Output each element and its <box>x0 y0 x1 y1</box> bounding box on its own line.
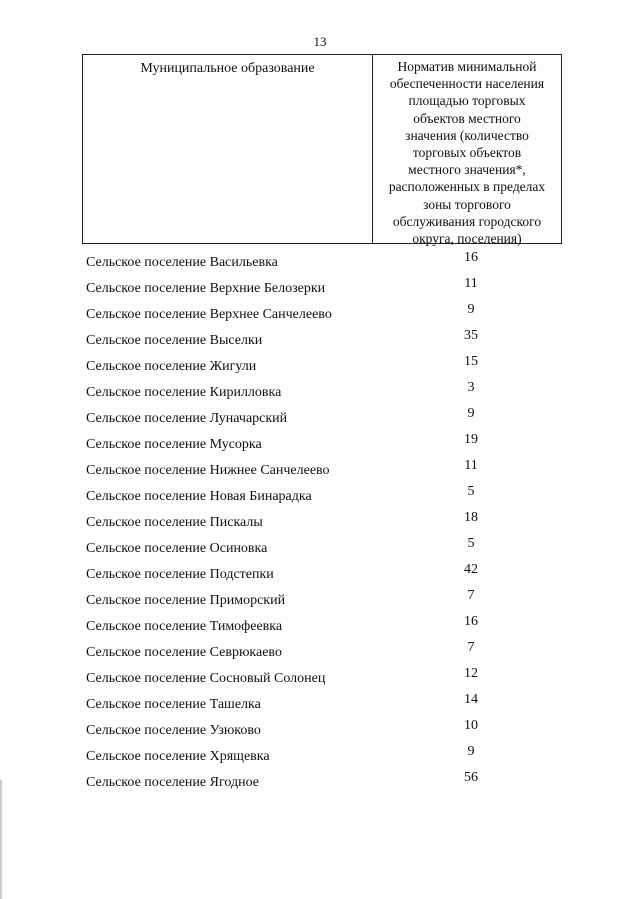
header-norm-line: обеспеченности населения <box>389 76 545 92</box>
norm-value: 11 <box>464 458 478 473</box>
municipality-name: Сельское поселение Сосновый Солонец <box>86 671 326 686</box>
municipality-name: Сельское поселение Луначарский <box>86 411 288 426</box>
norm-value: 7 <box>467 588 475 603</box>
municipality-name: Сельское поселение Кирилловка <box>86 385 282 400</box>
municipality-name: Сельское поселение Мусорка <box>86 437 262 452</box>
header-norm-line: обслуживания городского <box>392 213 542 229</box>
municipality-name: Сельское поселение Осиновка <box>86 541 268 556</box>
municipality-name: Сельское поселение Верхнее Санчелеево <box>86 307 332 322</box>
norm-value: 3 <box>467 380 475 395</box>
municipality-name: Сельское поселение Жигули <box>86 359 257 374</box>
municipality-name: Сельское поселение Выселки <box>86 333 263 348</box>
norm-value: 19 <box>464 432 478 447</box>
table-row <box>86 380 566 406</box>
table-row <box>86 666 566 692</box>
norm-value: 56 <box>464 770 478 785</box>
norm-value: 5 <box>467 536 475 551</box>
header-norm-line: округа, поселения) <box>412 231 522 247</box>
municipality-name: Сельское поселение Новая Бинарадка <box>86 489 312 504</box>
table-row <box>86 640 566 666</box>
header-norm-line: местного значения*, <box>408 162 526 178</box>
table-row <box>86 718 566 744</box>
municipality-name: Сельское поселение Подстепки <box>86 567 274 582</box>
norm-value: 16 <box>464 614 478 629</box>
norm-value: 9 <box>467 302 475 317</box>
municipality-name: Сельское поселение Ягодное <box>86 775 259 790</box>
header-municipality: Муниципальное образование <box>83 55 373 243</box>
header-norm <box>373 55 561 247</box>
table-row <box>86 250 566 276</box>
norm-value: 35 <box>464 328 478 343</box>
table-row <box>86 562 566 588</box>
table-row <box>86 744 566 770</box>
municipality-name: Сельское поселение Пискалы <box>86 515 263 530</box>
municipality-name: Сельское поселение Узюково <box>86 723 261 738</box>
header-norm-line: торговых объектов <box>412 145 522 161</box>
table-row <box>86 614 566 640</box>
norm-value: 11 <box>464 276 478 291</box>
norm-value: 9 <box>467 406 475 421</box>
table-row <box>86 328 566 354</box>
table-row <box>86 536 566 562</box>
header-norm-line: зоны торгового <box>423 196 511 212</box>
table-row <box>86 354 566 380</box>
municipality-name: Сельское поселение Верхние Белозерки <box>86 281 326 296</box>
table-row <box>86 302 566 328</box>
municipality-name: Сельское поселение Хрящевка <box>86 749 270 764</box>
norm-value: 7 <box>467 640 475 655</box>
table-row <box>86 276 566 302</box>
table-row <box>86 484 566 510</box>
table-row <box>86 770 566 796</box>
header-norm-line: расположенных в пределах <box>388 179 546 195</box>
header-norm-line: значения (количество <box>405 127 529 143</box>
table-header <box>82 54 562 247</box>
municipality-name: Сельское поселение Нижнее Санчелеево <box>86 463 330 478</box>
norm-value: 9 <box>467 744 475 759</box>
table-row <box>86 458 566 484</box>
page-number: 13 <box>313 34 327 49</box>
header-norm-line: объектов местного <box>413 110 521 126</box>
norm-value: 18 <box>464 510 478 525</box>
municipality-name: Сельское поселение Ташелка <box>86 697 261 712</box>
norm-value: 5 <box>467 484 475 499</box>
table-row <box>86 432 566 458</box>
norm-value: 10 <box>464 718 478 733</box>
norm-value: 42 <box>464 562 478 577</box>
norm-value: 14 <box>464 692 478 707</box>
header-norm-line: Норматив минимальной <box>397 59 537 74</box>
norm-value: 12 <box>464 666 478 681</box>
municipality-name: Сельское поселение Тимофеевка <box>86 619 283 634</box>
header-norm-line: площадью торговых <box>408 93 526 109</box>
norm-value: 15 <box>464 354 478 369</box>
table-row <box>86 510 566 536</box>
scan-edge-shadow <box>0 780 3 899</box>
table-row <box>86 588 566 614</box>
norm-value: 16 <box>464 250 478 265</box>
table-body <box>86 250 566 796</box>
municipality-name: Сельское поселение Васильевка <box>86 255 278 270</box>
municipality-name: Сельское поселение Севрюкаево <box>86 645 282 660</box>
table-row <box>86 406 566 432</box>
municipality-name: Сельское поселение Приморский <box>86 593 286 608</box>
table-row <box>86 692 566 718</box>
